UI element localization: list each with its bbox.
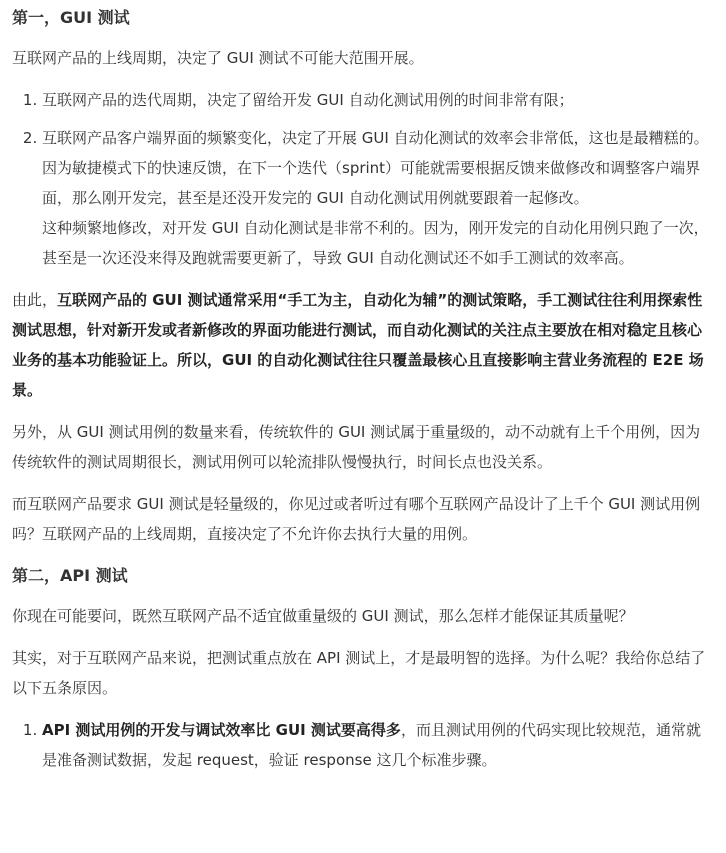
gui-reasons-list: [12, 85, 714, 273]
paragraph-answer: 其实，对于互联网产品来说，把测试重点放在 API 测试上，才是最明智的选择。为什么呢？我给你总结了以下五条原因。: [12, 649, 706, 697]
paragraph-intro: 互联网产品的上线周期，决定了 GUI 测试不可能大范围开展。: [12, 49, 424, 67]
list-item: [42, 715, 714, 775]
section-heading-api: 第二，API 测试: [12, 566, 128, 585]
paragraph-traditional: 另外，从 GUI 测试用例的数量来看，传统软件的 GUI 测试属于重量级的，动不动就有上千个用例，因为传统软件的测试周期很长，测试用例可以轮流排队慢慢执行，时间长点也没关系。: [12, 423, 701, 471]
list-item-text: 互联网产品的迭代周期，决定了留给开发 GUI 自动化测试用例的时间非常有限；: [42, 91, 574, 109]
list-item-text: 互联网产品客户端界面的频繁变化，决定了开展 GUI 自动化测试的效率会非常低，这也是最糟糕的。: [42, 129, 709, 147]
list-item: [42, 123, 714, 273]
section-heading-gui: 第一，GUI 测试: [12, 8, 130, 27]
paragraph-question: 你现在可能要问，既然互联网产品不适宜做重量级的 GUI 测试，那么怎样才能保证其质量呢？: [12, 607, 634, 625]
list-item-continuation: 这种频繁地修改，对开发 GUI 自动化测试是非常不利的。因为，刚开发完的自动化用例只跑了一次，甚至是一次还没来得及跑就需要更新了，导致 GUI 自动化测试还不如手工测试的效率高。: [42, 219, 709, 267]
paragraph-strategy: [12, 285, 714, 405]
list-item: [42, 85, 714, 115]
strategy-bold-text: 互联网产品的 GUI 测试通常采用“手工为主，自动化为辅”的测试策略，手工测试往往利用探索性测试思想，针对新开发或者新修改的界面功能进行测试，而自动化测试的关注点主要放在相对稳定且核心业务的基本功能验证上。所以，GUI 的自动化测试往往只覆盖最核心且直接影响主营业务流程的 E2E 场景。: [12, 291, 704, 399]
list-item-text: ，而且测试用例的代码实现比较规范，通常就是准备测试数据，发起 request，验证 response 这几个标准步骤。: [42, 721, 701, 769]
paragraph-prefix: 由此，: [12, 291, 58, 309]
list-item-continuation: 因为敏捷模式下的快速反馈，在下一个迭代（sprint）可能就需要根据反馈来做修改和调整客户端界面，那么刚开发完，甚至是还没开发完的 GUI 自动化测试用例就要跟着一起修改。: [42, 159, 701, 207]
api-reasons-list: [12, 715, 714, 775]
paragraph-lightweight: 而互联网产品要求 GUI 测试是轻量级的，你见过或者听过有哪个互联网产品设计了上千个 GUI 测试用例吗？互联网产品的上线周期，直接决定了不允许你去执行大量的用例。: [12, 495, 701, 543]
list-item-bold: API 测试用例的开发与调试效率比 GUI 测试要高得多: [42, 721, 401, 739]
